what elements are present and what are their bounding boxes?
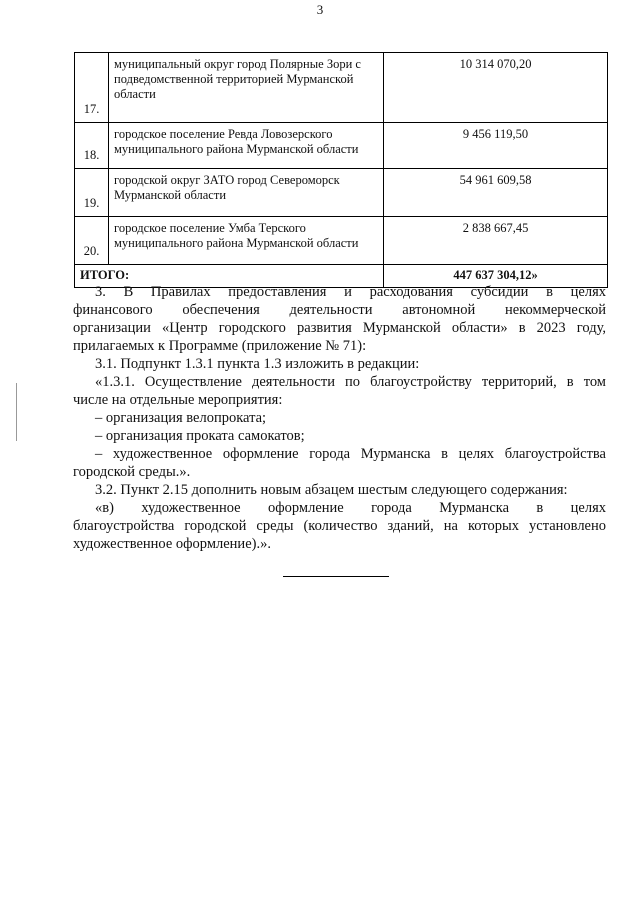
row-number: 17.: [75, 53, 109, 123]
quote-2-15-line: «в) художественное оформление города Мурманска в целях: [95, 500, 606, 516]
subpoint-3-2: 3.2. Пункт 2.15 дополнить новым абзацем шестым следующего содержания:: [95, 482, 568, 498]
municipality-name: городское поселение Ревда Ловозерского муниципального района Мурманской области: [109, 123, 384, 169]
quote-2-15-line: благоустройства городской среды (количество зданий, на которых установлено: [73, 518, 606, 534]
paragraph-3-line: прилагаемых к Программе (приложение № 71):: [73, 338, 367, 354]
quote-2-15-line: художественное оформление).».: [73, 536, 271, 552]
subpoint-3-1: 3.1. Подпункт 1.3.1 пункта 1.3 изложить в редакции:: [95, 356, 420, 372]
municipality-name: городской округ ЗАТО город Североморск Мурманской области: [109, 169, 384, 217]
page-number: 3: [316, 2, 324, 17]
row-number: 19.: [75, 169, 109, 217]
paragraph-3-line: организации «Центр городского развития Мурманской области» в 2023 году,: [73, 320, 606, 336]
row-number: 20.: [75, 217, 109, 265]
subsidy-amount: 9 456 119,50: [384, 123, 608, 169]
quote-1-3-1-line: «1.3.1. Осуществление деятельности по благоустройству территорий, в том: [95, 374, 606, 390]
subsidy-amount: 2 838 667,45: [384, 217, 608, 265]
row-number: 18.: [75, 123, 109, 169]
subsidy-amount: 54 961 609,58: [384, 169, 608, 217]
table-row: [75, 53, 608, 123]
table-row: [75, 169, 608, 217]
quote-1-3-1-line: числе на отдельные мероприятия:: [73, 392, 283, 408]
table-row: [75, 217, 608, 265]
list-item: – художественное оформление города Мурманска в целях благоустройства: [95, 446, 606, 462]
total-amount: 447 637 304,12»: [384, 265, 608, 288]
list-item: – организация велопроката;: [95, 410, 267, 426]
list-item: – организация проката самокатов;: [95, 428, 305, 444]
list-item-continuation: городской среды.».: [73, 464, 191, 480]
table-row: [75, 123, 608, 169]
scan-margin-mark: [16, 383, 17, 441]
document-body: [73, 283, 606, 553]
municipality-name: городское поселение Умба Терского муниципального района Мурманской области: [109, 217, 384, 265]
total-label: ИТОГО:: [75, 265, 384, 288]
end-divider: [283, 576, 389, 577]
paragraph-3-line: финансового обеспечения деятельности автономной некоммерческой: [73, 302, 606, 318]
subsidy-distribution-table: [74, 52, 608, 288]
paragraph-3-line: 3. В Правилах предоставления и расходования субсидии в целях: [95, 284, 606, 300]
municipality-name: муниципальный округ город Полярные Зори с подведомственной территорией Мурманской области: [109, 53, 384, 123]
subsidy-amount: 10 314 070,20: [384, 53, 608, 123]
